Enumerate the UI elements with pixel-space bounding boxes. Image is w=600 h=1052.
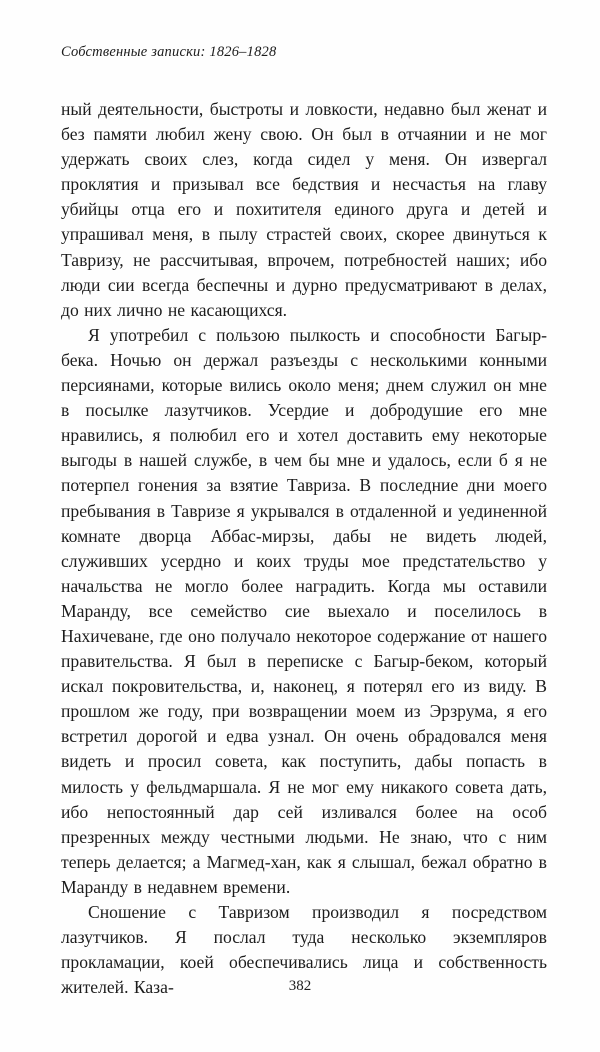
paragraph: Я употребил с пользою пылкость и способности Багыр-бека. Ночью он держал разъезды с несколькими конными персиянами, которые вились около меня; днем служил он мне в посылке лазутчиков. Усердие и добродушие его мне нравились, я полюбил его и хотел доставить ему некоторые выгоды в нашей службе, в чем бы мне и удалось, если б я не потерпел гонения за взятие Тавриза. В последние дни моего пребывания в Тавризе я укрывался в отдаленной и уединенной комнате дворца Аббас-мирзы, дабы не видеть людей, служивших усердно и коих труды мое предстательство у начальства не могло более наградить. Когда мы оставили Маранду, все семейство сие выехало и поселилось в Нахичеване, где оно получало некоторое содержание от нашего правительства. Я был в переписке с Багыр-беком, который искал покровительства, и, наконец, я потерял его из виду. В прошлом же году, при возвращении моем из Эрзрума, я его встретил дорогой и едва узнал. Он очень обрадовался меня видеть и просил совета, как поступить, дабы попасть в милость у фельдмаршала. Я не мог ему никакого совета дать, ибо непостоянный дар сей изливался более на особ презренных между честными людьми. Не знаю, что с ним теперь делается; а Магмед-хан, как я слышал, бежал обратно в Маранду в недавнем времени. bbox=[61, 324, 547, 897]
paragraph-continuation: ный деятельности, быстроты и ловкости, недавно был женат и без памяти любил жену свою. Он был в отчаянии и не мог удержать своих слез, когда сидел у меня. Он извергал проклятия и призывал все бедствия и несчастья на главу убийцы отца его и похитителя единого друга и детей и упрашивал меня, в пылу страстей своих, скорее двинуться к Тавризу, не рассчитывая, впрочем, потребностей наших; ибо люди сии всегда беспечны и дурно предусматривают в делах, до них лично не касающихся. bbox=[61, 99, 547, 320]
running-header: Собственные записки: 1826–1828 bbox=[61, 44, 277, 60]
paragraph: Сношение с Тавризом производил я посредством лазутчиков. Я послал туда несколько экземпляров прокламации, коей обеспечивались лица и собственность жителей. Каза- bbox=[61, 902, 547, 998]
page-number: 382 bbox=[288, 978, 312, 994]
page-body bbox=[61, 97, 547, 1000]
